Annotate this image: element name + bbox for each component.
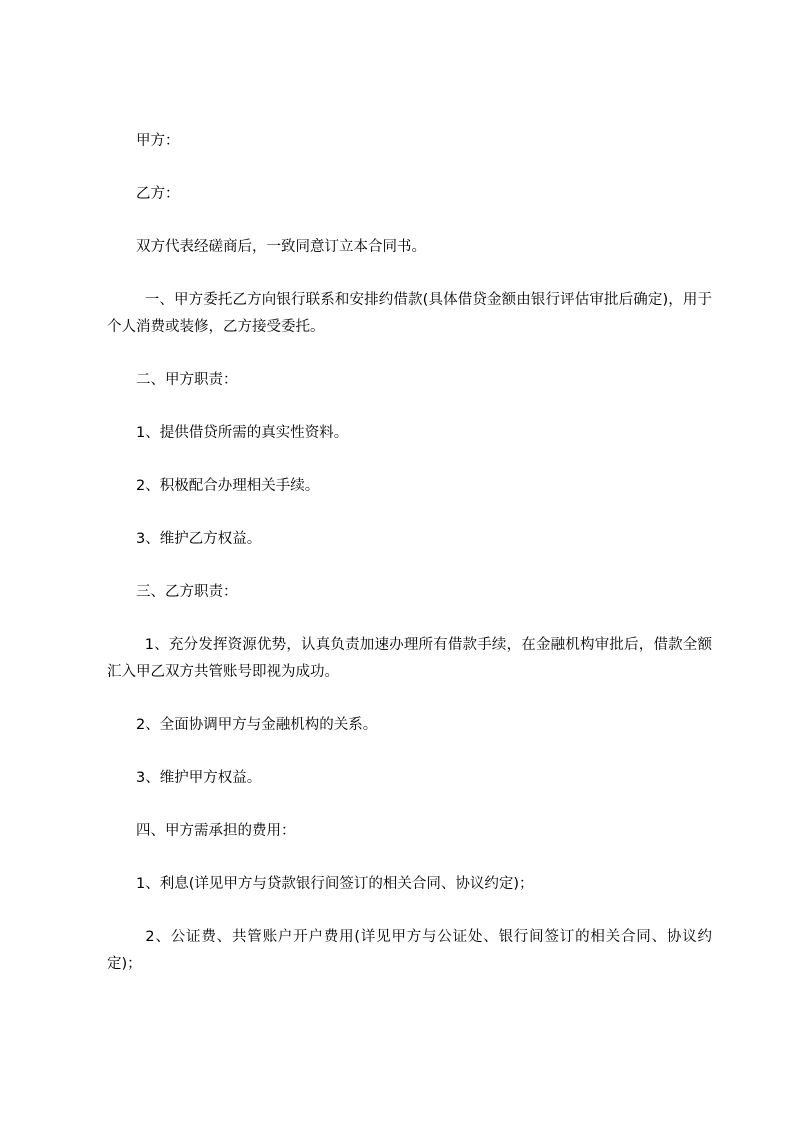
clause-4-item-1: 1、利息(详见甲方与贷款银行间签订的相关合同、协议约定)； [136, 876, 534, 892]
document-body [107, 128, 712, 1004]
clause-3-item-2: 2、全面协调甲方与金融机构的关系。 [136, 717, 378, 733]
clause-3-heading: 三、乙方职责： [136, 584, 238, 600]
clause-4-item-2: 2、公证费、共管账户开户费用(详见甲方与公证处、银行间签订的相关合同、协议约定)； [107, 929, 712, 972]
clause-4-heading: 四、甲方需承担的费用： [136, 823, 296, 839]
clause-2-item-2: 2、积极配合办理相关手续。 [136, 478, 320, 494]
clause-2-item-3: 3、维护乙方权益。 [136, 531, 262, 547]
party-a-label: 甲方： [136, 133, 180, 149]
clause-1-entrustment: 一、甲方委托乙方向银行联系和安排约借款(具体借贷金额由银行评估审批后确定)，用于个人消费或装修，乙方接受委托。 [107, 292, 713, 335]
party-b-label: 乙方： [136, 186, 180, 202]
clause-3-item-1: 1、充分发挥资源优势，认真负责加速办理所有借款手续，在金融机构审批后，借款全额汇入甲乙双方共管账号即视为成功。 [107, 637, 712, 680]
clause-2-heading: 二、甲方职责： [136, 372, 238, 388]
agreement-intro: 双方代表经磋商后，一致同意订立本合同书。 [136, 239, 426, 255]
clause-2-item-1: 1、提供借贷所需的真实性资料。 [136, 425, 349, 441]
clause-3-item-3: 3、维护甲方权益。 [136, 770, 262, 786]
